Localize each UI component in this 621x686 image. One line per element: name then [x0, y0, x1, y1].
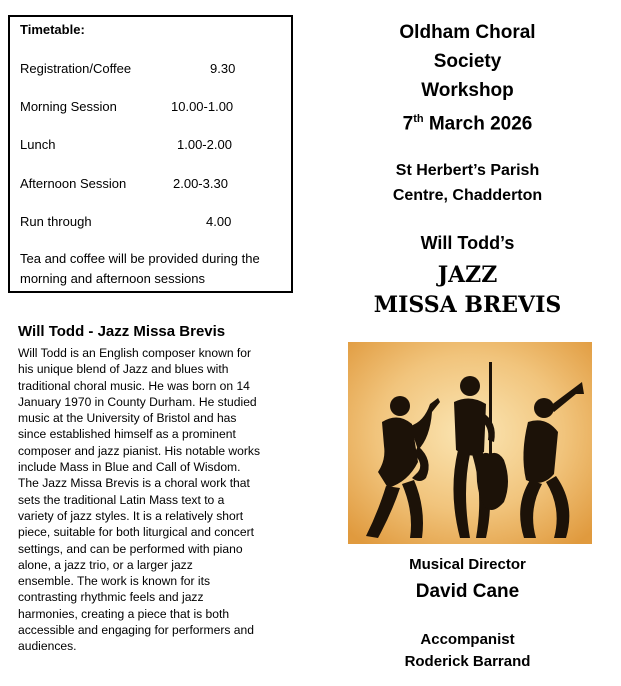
event-date-suffix: th [413, 113, 424, 125]
event-title-line: Society [433, 51, 502, 72]
article-line: Will Todd is an English composer known for [18, 346, 252, 360]
article-line: settings, and can be performed with piano [18, 541, 243, 556]
article-line: include Mass in Blue and Call of Wisdom. [18, 460, 241, 475]
timetable-row-time: 4.00 [206, 214, 232, 229]
article-line: since established himself as a prominent [18, 427, 236, 442]
article-line: January 1970 in County Durham. He studied [18, 394, 257, 409]
timetable-row-time: 9.30 [210, 61, 236, 76]
event-venue-line: St Herbert’s Parish [395, 162, 540, 179]
timetable-row-label: Afternoon Session [20, 176, 127, 191]
director-name: David Cane [415, 581, 520, 602]
timetable-row [20, 99, 292, 117]
event-date-day: 7 [402, 113, 414, 135]
event-venue [330, 158, 605, 208]
timetable-heading: Timetable: [20, 22, 85, 37]
work-title [330, 260, 605, 320]
event-title [330, 18, 605, 138]
work-title-line: JAZZ [437, 262, 498, 288]
article-line: harmonies, creating a piece that is both [18, 606, 230, 621]
article-line: ensemble. The work is known for its [18, 574, 211, 589]
article-line: variety of jazz styles. It is a relatively short [18, 508, 244, 523]
timetable-row [20, 137, 292, 155]
article-title: Will Todd - Jazz Missa Brevis [18, 323, 226, 340]
article-line: contrasting rhythmic feels and jazz [18, 590, 204, 605]
article-line: composer and jazz pianist. His notable works [18, 443, 260, 458]
timetable-row-time: 2.00-3.30 [173, 176, 228, 191]
event-date-rest: March 2026 [423, 113, 533, 135]
article-body [18, 345, 290, 655]
article-line: music at the University of Bristol and has [18, 411, 237, 426]
director-role: Musical Director [409, 556, 526, 573]
article-line: piece, suitable for both liturgical and concert [18, 525, 254, 540]
timetable-row-label: Lunch [20, 137, 56, 152]
timetable-box [8, 15, 293, 293]
jazz-trio-illustration [348, 342, 592, 544]
timetable-row-label: Morning Session [20, 99, 117, 114]
article-line: sets the traditional Latin Mass text to a [18, 492, 225, 507]
timetable-row [20, 176, 292, 194]
composer-name: Will Todd’s [420, 233, 515, 253]
timetable-row [20, 214, 292, 232]
article-line: The Jazz Missa Brevis is a choral work that [18, 476, 250, 491]
timetable-row [20, 61, 292, 79]
article-line: his unique blend of Jazz and blues with [18, 362, 229, 377]
article-line: accessible and engaging for performers and [18, 623, 254, 638]
article-line: audiences. [18, 639, 77, 654]
timetable-note: Tea and coffee will be provided during the morning and afternoon sessions [20, 251, 260, 286]
work-title-line: MISSA BREVIS [373, 292, 562, 318]
timetable-row-label: Run through [20, 214, 92, 229]
event-venue-line: Centre, Chadderton [392, 187, 543, 204]
timetable-row-label: Registration/Coffee [20, 61, 132, 76]
event-title-line: Workshop [421, 80, 514, 101]
event-date [330, 105, 605, 138]
event-title-line: Oldham Choral [399, 22, 536, 43]
timetable-row-time: 1.00-2.00 [177, 137, 232, 152]
article-line: alone, a jazz trio, or a larger jazz [18, 557, 193, 572]
accompanist-name: Roderick Barrand [404, 653, 531, 670]
article-line: traditional choral music. He was born on 14 [18, 378, 250, 393]
timetable-row-time: 10.00-1.00 [171, 99, 234, 114]
accompanist-role: Accompanist [420, 631, 515, 648]
